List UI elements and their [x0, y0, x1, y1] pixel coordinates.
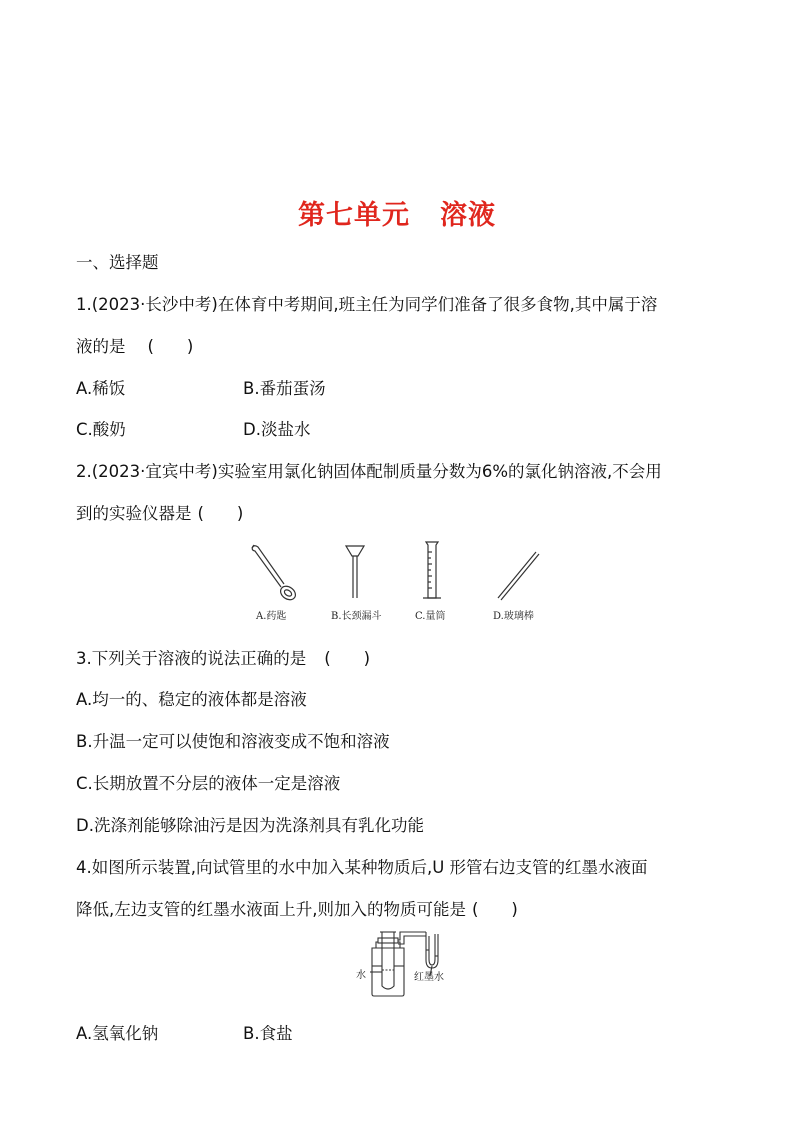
lab-instruments-figure: [240, 538, 560, 604]
question-1-option-a: A.稀饭: [76, 379, 126, 398]
question-3-option-d: D.洗涤剂能够除油污是因为洗涤剂具有乳化功能: [76, 816, 424, 835]
question-1-line-2: [76, 335, 192, 359]
graduated-cylinder-icon: [423, 542, 441, 598]
spoon-icon: [252, 545, 298, 603]
funnel-icon: [346, 546, 364, 598]
question-2-line-1: [76, 460, 662, 484]
question-4-answer-paren: ( ): [472, 900, 518, 919]
title-topic: 溶液: [440, 200, 496, 231]
glass-rod-icon: [498, 552, 539, 600]
question-3-option-c: C.长期放置不分层的液体一定是溶液: [76, 774, 341, 793]
question-3-answer-paren: ( ): [324, 649, 371, 668]
question-4-option-b: B.食盐: [243, 1024, 293, 1043]
question-1-option-d: D.淡盐水: [243, 420, 311, 439]
question-4-line-1: [76, 856, 648, 880]
page-title: [0, 193, 794, 232]
question-4-number: 4.: [76, 858, 92, 877]
u-tube-apparatus-figure: [356, 926, 448, 1000]
figure-caption-a: A.药匙: [256, 611, 287, 622]
question-1-answer-paren: ( ): [147, 337, 194, 356]
question-3-option-a: A.均一的、稳定的液体都是溶液: [76, 690, 307, 709]
question-3-option-b: B.升温一定可以使饱和溶液变成不饱和溶液: [76, 732, 390, 751]
question-4-option-a: A.氢氧化钠: [76, 1024, 159, 1043]
question-2-number: 2.: [76, 462, 92, 481]
question-1-number: 1.: [76, 295, 92, 314]
question-4-stem-2: 降低,左边支管的红墨水液面上升,则加入的物质可能是: [76, 900, 466, 919]
question-3-stem-1: 下列关于溶液的说法正确的是: [91, 649, 307, 668]
question-2-line-2: [76, 502, 242, 526]
question-4-line-2: [76, 898, 516, 922]
title-unit: 第七单元: [298, 200, 410, 231]
question-1-option-b: B.番茄蛋汤: [243, 379, 326, 398]
question-3-number: 3.: [76, 649, 92, 668]
question-1-option-c: C.酸奶: [76, 420, 126, 439]
figure-label-water: 水: [356, 970, 366, 981]
question-2-answer-paren: ( ): [197, 504, 244, 523]
question-2-stem-2: 到的实验仪器是: [76, 504, 192, 523]
figure-caption-c: C.量筒: [415, 611, 446, 622]
question-2-stem-1: (2023·宜宾中考)实验室用氯化钠固体配制质量分数为6%的氯化钠溶液,不会用: [91, 462, 662, 481]
question-4-stem-1: 如图所示装置,向试管里的水中加入某种物质后,U 形管右边支管的红墨水液面: [91, 858, 648, 877]
section-heading: 一、选择题: [76, 253, 159, 272]
question-3-line-1: [76, 647, 371, 671]
figure-label-red-ink: 红墨水: [414, 972, 444, 983]
question-1-stem-2: 液的是: [76, 337, 126, 356]
figure-caption-d: D.玻璃棒: [493, 611, 534, 622]
question-1-line-1: [76, 293, 657, 317]
question-1-stem-1: (2023·长沙中考)在体育中考期间,班主任为同学们准备了很多食物,其中属于溶: [91, 295, 658, 314]
figure-caption-b: B.长颈漏斗: [331, 611, 382, 622]
